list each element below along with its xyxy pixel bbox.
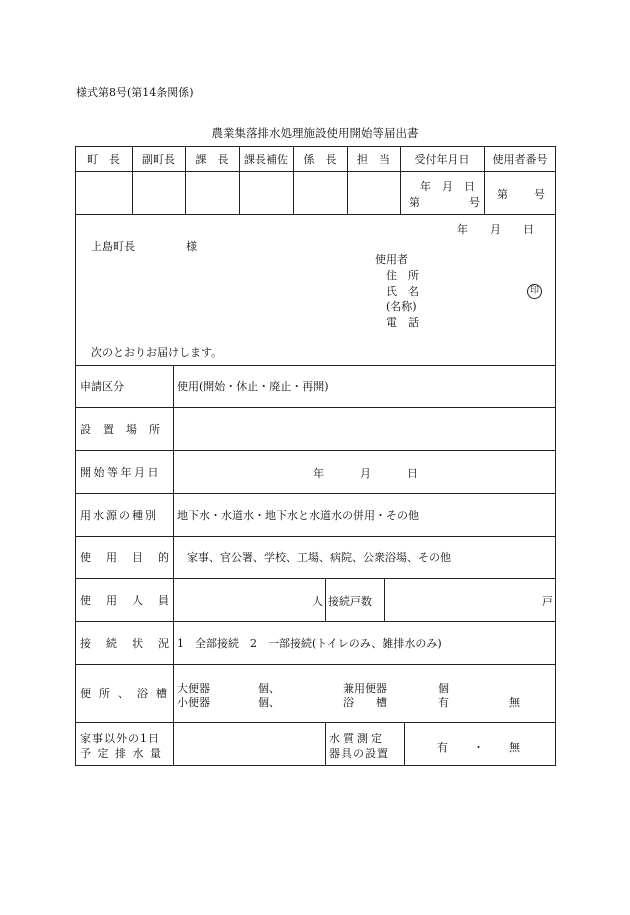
meter-label-line1: 水質測定 (329, 732, 385, 745)
users-unit: 人 (312, 595, 323, 608)
org-label: (名称) (386, 300, 417, 313)
closing-text: 次のとおりお届けします。 (91, 346, 223, 359)
rule (325, 722, 326, 766)
start-date-month[interactable]: 月 (360, 467, 371, 480)
label-users: 使用人員 (80, 593, 184, 607)
seal-icon: 印 (527, 284, 542, 299)
households-unit: 戸 (542, 595, 553, 608)
phone-label: 電 話 (386, 316, 419, 329)
start-date-day[interactable]: 日 (407, 467, 418, 480)
bathtub-none[interactable]: 無 (509, 696, 520, 709)
rule (75, 214, 556, 215)
form-title: 農業集落排水処理施設使用開始等届出書 (211, 126, 419, 140)
address-label: 住 所 (386, 269, 419, 282)
large-toilet-label: 大便器 (177, 682, 210, 695)
receipt-date[interactable]: 年 月 日 (420, 180, 475, 193)
discharge-volume-input[interactable] (174, 723, 324, 765)
label-water-source: 用水源の種別 (80, 508, 158, 522)
approval-header-staff: 担 当 (357, 152, 390, 166)
stamp-cell-assistant-chief[interactable] (240, 172, 292, 213)
bathtub-has[interactable]: 有 (438, 696, 449, 709)
addressee: 上島町長 (91, 240, 135, 253)
small-toilet-count-unit[interactable]: 個、 (258, 696, 280, 709)
meter-separator: ・ (473, 741, 484, 754)
notice-date[interactable]: 年 月 日 (457, 223, 534, 236)
water-source-value[interactable]: 地下水・水道水・地下水と水道水の併用・その他 (177, 508, 419, 522)
stamp-cell-mayor[interactable] (76, 172, 131, 213)
stamp-cell-unit-chief[interactable] (294, 172, 346, 213)
approval-header-assistant-chief: 課長補佐 (244, 152, 288, 166)
rule (384, 578, 385, 621)
user-number-prefix: 第 (497, 188, 508, 201)
combined-toilet-unit[interactable]: 個 (438, 682, 449, 695)
households-label: 接続戸数 (328, 595, 372, 608)
application-type-value[interactable]: 使用(開始・休止・廃止・再開) (177, 380, 329, 393)
combined-toilet-label: 兼用便器 (343, 682, 387, 695)
stamp-cell-staff[interactable] (348, 172, 399, 213)
approval-header-user-number: 使用者番号 (492, 152, 548, 166)
small-toilet-label: 小便器 (177, 696, 210, 709)
rule (325, 578, 326, 621)
stamp-cell-section-chief[interactable] (186, 172, 238, 213)
label-purpose: 使用目的 (80, 551, 184, 564)
approval-header-unit-chief: 係 長 (303, 152, 337, 166)
approval-header-mayor: 町 長 (87, 152, 120, 166)
approval-header-receipt-date: 受付年月日 (414, 152, 470, 166)
purpose-value[interactable]: 家事、官公署、学校、工場、病院、公衆浴場、その他 (187, 551, 451, 564)
rule (173, 365, 174, 766)
location-input[interactable] (177, 407, 553, 450)
user-number-suffix: 号 (534, 188, 545, 201)
label-start-date: 開始等年月日 (80, 465, 161, 479)
approval-header-deputy-mayor: 副町長 (142, 152, 175, 166)
label-connection: 接続状況 (80, 636, 184, 650)
receipt-number-suffix: 号 (469, 196, 480, 209)
rule (404, 722, 405, 766)
form-number: 様式第8号(第14条関係) (76, 86, 194, 99)
receipt-number-prefix: 第 (409, 196, 420, 209)
honorific: 様 (186, 240, 197, 253)
approval-header-section-chief: 課 長 (195, 152, 229, 166)
label-non-household-line2: 予定排水量 (80, 747, 168, 760)
meter-none[interactable]: 無 (509, 741, 520, 754)
bathtub-label: 浴 槽 (343, 696, 387, 709)
name-label: 氏 名 (386, 285, 419, 298)
label-non-household-line1: 家事以外の1日 (80, 732, 160, 745)
label-toilet-bath: 便所、浴槽 (80, 687, 175, 700)
start-date-year[interactable]: 年 (313, 467, 324, 480)
connection-value[interactable]: 1 全部接続 2 一部接続(トイレのみ、雑排水のみ) (177, 636, 442, 650)
stamp-cell-deputy-mayor[interactable] (133, 172, 184, 213)
label-application-type: 申請区分 (80, 380, 124, 393)
meter-has[interactable]: 有 (437, 741, 448, 754)
meter-label-line2: 器具の設置 (329, 747, 389, 760)
user-label: 使用者 (375, 253, 408, 266)
label-location: 設置場所 (80, 422, 172, 436)
large-toilet-count-unit[interactable]: 個、 (258, 682, 280, 695)
